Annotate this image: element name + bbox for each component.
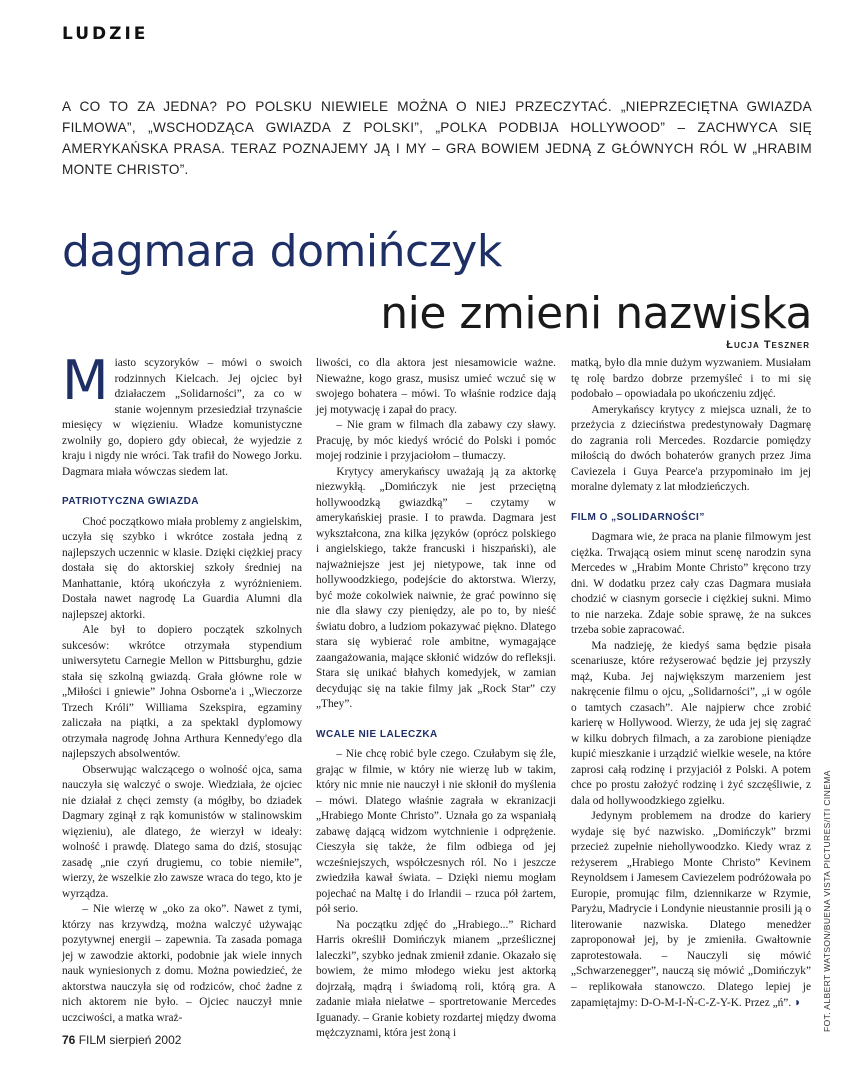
subheading-patriotyczna: PATRIOTYCZNA GWIAZDA [62,496,200,507]
paragraph: Krytycy amerykańscy uważają ją za aktorkę niezwykłą. „Domińczyk nie jest przeciętną hollywoodzką gwiazdką” – czytamy w amerykańskiej prasie. I to prawda. Dagmara jest wykształcona, zna kilka języków (oprócz polskiego i angielskiego, także francuski i hiszpański), ale najważniejsze jest jej nietypowe, tak inne od hollywoodzkiego, podejście do aktorstwa. Wierzy, być może cokolwiek naiwnie, że grać powinno się nie dla sławy czy pieniędzy, ale po to, by nieść światu dobro, a ludziom pokazywać piękno. Dlatego stara się wybierać role ambitne, wymagające zaangażowania, mające skłonić widzów do refleksji. Stara się unikać błahych komedyjek, w zamian decydując się na takie filmy jak „Rock Star” czy „They”. [316,465,556,710]
paragraph-text: iasto scyzoryków – mówi o swoich rodzinnych Kielcach. Jej ojciec był działaczem „Solidarności”, za co w stanie wojennym przesiedział trzynaście miesięcy w więzieniu. Władze komunistyczne zwolniły go, dopiero gdy obiecał, że wyjedzie z kraju i nigdy nie wróci. Tak trafił do Nowego Jorku. Dagmara miała wówczas siedem lat. [62,357,302,478]
article-title-line-2: nie zmieni nazwiska [380,288,812,339]
subheading-laleczka: WCALE NIE LALECZKA [316,728,438,740]
paragraph: matką, było dla mnie dużym wyzwaniem. Musiałam tę rolę bardzo dobrze przemyśleć i to mi się podobało – opowiadała po ukończeniu zdjęć. [571,357,811,400]
paragraph: – Nie wierzę w „oko za oko”. Nawet z tymi, którzy nas krzywdzą, można walczyć używając pozytywnej energii – zapewnia. Ta zasada pomaga jej w zawodzie aktorki, podobnie jak wiele innych nauk wyniesionych z domu. Można powiedzieć, że aktorstwa nauczyła się od rodziców, choć żadne z nich aktorem nie było. – Ojciec nauczył mnie uczciwości, a matka wraż- [62,903,302,1024]
paragraph: Ale był to dopiero początek szkolnych sukcesów: wkrótce otrzymała stypendium uniwersytetu Carnegie Mellon w Pittsburghu, gdzie stała się szkolną gwiazdą. Grała główne role w „Miłości i gniewie” Johna Osborne'a i „Wieczorze Trzech Króli” Williama Szekspira, egzaminy zaliczała na piątki, a za spektakl dyplomowy otrzymała nagrodę Johna Arthura Kennedy'ego dla najlepszych absolwentów. [62,624,302,760]
article-title-line-1: dagmara domińczyk [62,226,502,277]
paragraph: Choć początkowo miała problemy z angielskim, uczyła się szybko i wkrótce została jedną z najlepszych uczennic w klasie. Dzięki ciężkiej pracy dostała się do aktorskiej szkoły średniej na Manhattanie, którą ukończyła z wyróżnieniem. Dostała nawet nagrodę La Guardia Alumni dla najlepszej aktorki. [62,515,302,621]
paragraph: Ma nadzieję, że kiedyś sama będzie pisała scenariusze, które reżyserować będzie jej przyszły mąż, Kuba. Jej największym marzeniem jest nakręcenie filmu o ojcu, „Solidarności”, „i w ogóle o tamtych czasach”. Ale najpierw chce zrobić karierę w Hollywood. Wierzy, że uda jej się zagrać w kilku dobrych filmach, a za zarobione pieniądze kupić mieszkanie i urządzić wielkie wesele, na które zaprosi całą rodzinę i przyjaciół z Polski. A potem chce po prostu założyć rodzinę i żyć szczęśliwie, z dala od hollywoodzkiego zgiełku. [571,639,811,807]
page-number: 76 [62,1033,76,1047]
article-column-2 [316,356,556,1042]
drop-cap: M [62,349,109,412]
lead-paragraph: A CO TO ZA JEDNA? PO POLSKU NIEWIELE MOŻNA O NIEJ PRZECZYTAĆ. „NIEPRZECIĘTNA GWIAZDA FILMOWA”, „WSCHODZĄCA GWIAZDA Z POLSKI”, „POLKA PODBIJA HOLLYWOOD” – ZACHWYCA SIĘ AMERYKAŃSKA PRASA. TERAZ POZNAJEMY JĄ I MY – GRA BOWIEM JEDNĄ Z GŁÓWNYCH RÓL W „HRABIM MONTE CHRISTO”. [62,99,812,177]
subheading-solidarnosc: FILM O „SOLIDARNOŚCI” [571,511,705,523]
paragraph: Obserwując walczącego o wolność ojca, sama nauczyła się walczyć o swoje. Wiedziała, że ojciec nie działał z chęci zemsty (a mógłby, bo dziadek Dagmary zginął z rąk komunistów w stalinowskim więzieniu), ale dlatego, że wierzył w ideały: wolność i prawdę. Dlatego sama do dziś, stosując zasadę „nie czyń drugiemu, co tobie niemiłe”, wierzy, że wszelkie zło zawsze wraca do tego, kto je wyrządza. [62,763,302,900]
paragraph: – Nie chcę robić byle czego. Czułabym się źle, grając w filmie, w który nie wierzę lub w takim, który nic mnie nie nauczył i nie skłonił do myślenia – mówi. Dlatego właśnie zagrała w ekranizacji „Hrabiego Monte Christo”. Uznała go za wspaniałą zabawę dającą widzom wytchnienie i odprężenie. Cieszyła się także, że film odbiega od jej wcześniejszych, współczesnych ról. No i jeszcze zwiedziła kawał świata. – Dzięki niemu mogłam pojechać na Maltę i do Irlandii – rzuca pół żartem, pół serio. [316,748,556,915]
paragraph: – Nie gram w filmach dla zabawy czy sławy. Pracuję, by móc kiedyś wrócić do Polski i pomóc mojej rodzinie i przyjaciołom – tłumaczy. [316,419,556,462]
article-column-3 [571,356,811,1012]
end-mark-icon: ◗ [794,995,802,1009]
paragraph: liwości, co dla aktora jest niesamowicie ważne. Nieważne, kogo grasz, musisz umieć wczuć się w swojego bohatera – mówi. To właśnie rodzice dają jej motywację i zapał do pracy. [316,357,556,416]
page-footer [62,1033,181,1047]
article-column-1 [62,349,302,1026]
photo-credit: FOT. ALBERT WATSON/BUENA VISTA PICTURES/ITI CINEMA [822,770,832,1032]
magazine-name: FILM [78,1033,107,1047]
paragraph [62,349,302,480]
paragraph-text: Jedynym problemem na drodze do kariery wydaje się być nazwisko. „Domińczyk” brzmi przecież zupełnie niehollywoodzko. Kiedy wraz z reżyserem „Hrabiego Monte Christo” Kevinem Reynoldsem i Jamesem Caviezelem podróżowała po Europie, promując film, dziennikarze w Rzymie, Paryżu, Madrycie i Londynie nieustannie prosili ją o literowanie nazwiska. Dlatego menedżer zaproponował jej, by je zmieniła. Gwałtownie zaprotestowała. – Nauczyli się mówić „Schwarzenegger”, nauczą się mówić „Domińczyk” – replikowała stanowczo. Dlatego lepiej je zapamiętajmy: D-O-M-I-Ń-C-Z-Y-K. Przez „ń”. [571,810,811,1009]
paragraph: Amerykańscy krytycy z miejsca uznali, że to przeżycia z dzieciństwa predestynowały Dagmarę do zagrania roli Mercedes. Rozdarcie pomiędzy miłością do dwóch bohaterów granych przez Jima Caviezela i Guya Pearce'a przypominało im jej moralne dylematy z lat młodzieńczych. [571,403,811,493]
author-byline: Łucja Teszner [726,339,810,351]
paragraph: Dagmara wie, że praca na planie filmowym jest ciężka. Trwającą osiem minut scenę narodzin syna Mercedes w „Hrabim Monte Christo” kręcono trzy dni. W dodatku przez cały czas Dagmara musiała chodzić w ciasnym gorsecie i ciężkiej sukni. Mimo to nie narzeka. Zdaje sobie sprawę, że na sukces trzeba sobie zapracować. [571,531,811,636]
issue-date: sierpień 2002 [109,1033,182,1047]
paragraph: Na początku zdjęć do „Hrabiego...” Richard Harris określił Domińczyk mianem „prześlicznej laleczki”, szybko jednak zmienił zdanie. Okazało się bowiem, że mimo młodego wieku jest aktorką dojrzałą, mądrą i świadomą roli, którą gra. A zadanie miała niełatwe – sportretowanie Mercedes Iguanady. – Granie kobiety rozdartej między dwoma mężczyznami, która jest żoną i [316,918,556,1039]
section-label: LUDZIE [62,24,149,44]
paragraph [571,809,811,1012]
